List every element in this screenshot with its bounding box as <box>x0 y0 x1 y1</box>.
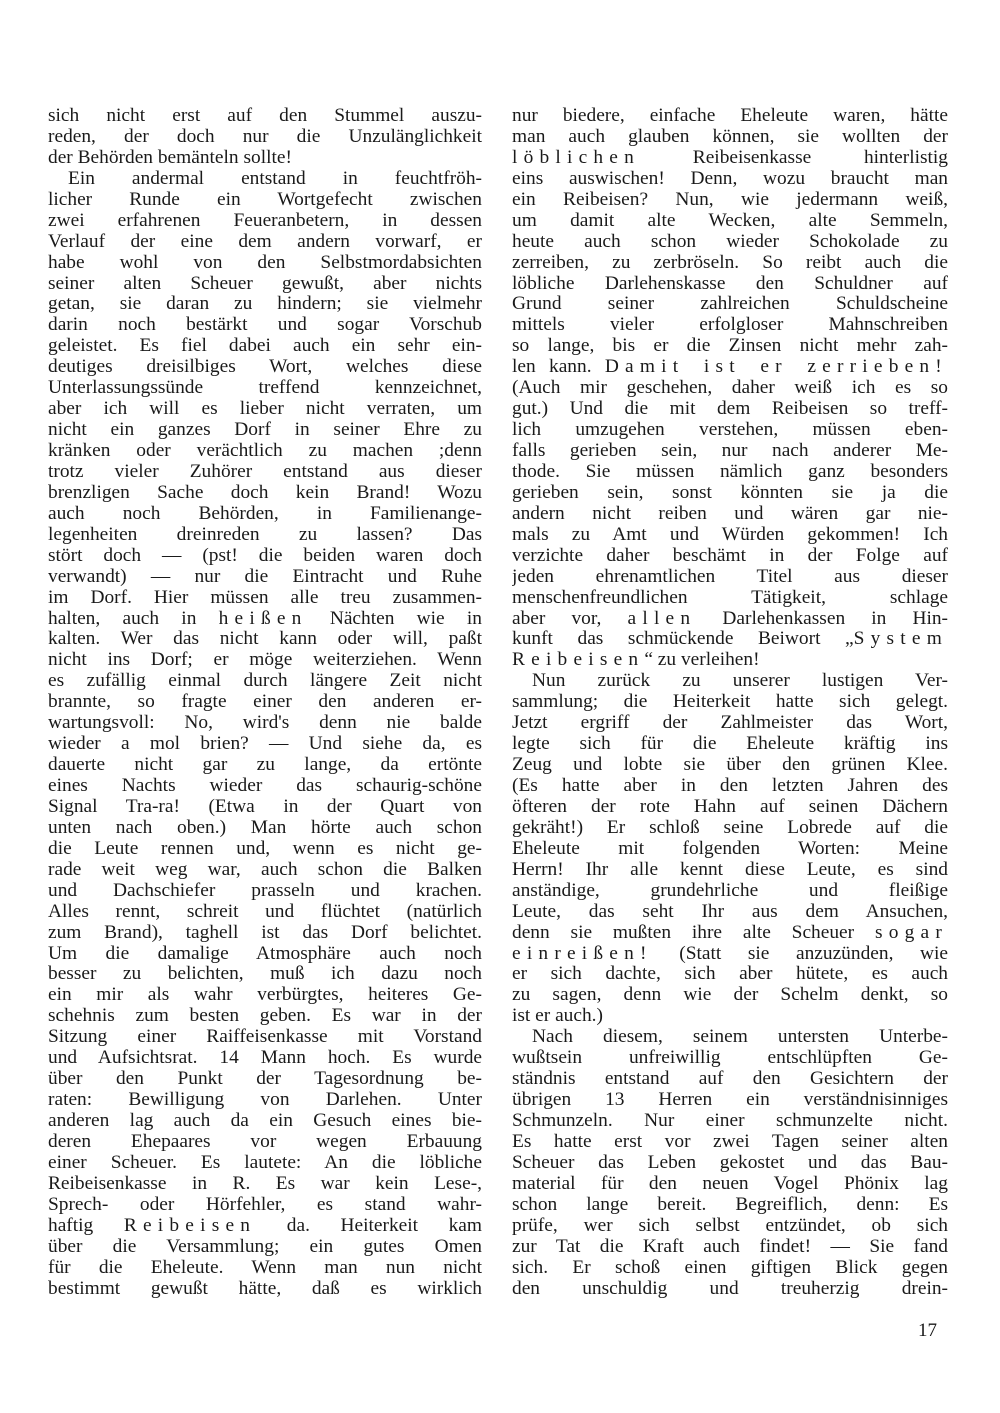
text-line: kunft das schmückende Beiwort „System <box>512 629 948 650</box>
text-line: trotz vieler Zuhörer entstand aus dieser <box>48 461 482 482</box>
text-line: len kann. Damit ist er zerrieben! <box>512 357 948 378</box>
emphasized-text: heißen <box>218 608 308 629</box>
text-line: heute auch schon wieder Schokolade zu <box>512 231 948 252</box>
text-line: Nun zurück zu unserer lustigen Ver- <box>532 671 948 692</box>
text-line: zerreiben, zu zerbröseln. So reibt auch die <box>512 252 948 273</box>
text-line: Jetzt ergriff der Zahlmeister das Wort, <box>512 713 948 734</box>
text-column-right <box>512 106 948 1299</box>
text-line: andern nicht reiben und wären gar nie- <box>512 503 948 524</box>
text-line: der Behörden bemänteln sollte! <box>48 147 292 168</box>
text-line: sich. Er schoß einen giftigen Blick gegen <box>512 1257 948 1278</box>
text-line: gerieben sein, sonst könnten sie ja die <box>512 482 948 503</box>
text-line: licher Runde ein Wortgefecht zwischen <box>48 189 482 210</box>
text-column-left <box>48 106 482 1299</box>
text-line: menschenfreundlichen Tätigkeit, schlage <box>512 587 948 608</box>
emphasized-text: einreißen! <box>512 943 653 964</box>
text-line: so lange, bis er die Zinsen nicht mehr zah- <box>512 336 948 357</box>
text-line: löblichen Reibeisenkasse hinterlistig <box>512 147 948 168</box>
text-line: eins auswischen! Denn, wozu braucht man <box>512 168 948 189</box>
text-line: für die Eheleute. Wenn man nun nicht <box>48 1257 482 1278</box>
text-line: stört doch — (pst! die beiden waren doch <box>48 545 482 566</box>
text-line: rade weit weg war, auch schon die Balken <box>48 859 482 880</box>
text-line: Herrn! Ihr alle kennt diese Leute, es sind <box>512 859 948 880</box>
text-line: Signal Tra-ra! (Etwa in der Quart von <box>48 796 482 817</box>
emphasized-text: sogar <box>874 922 948 943</box>
text-line: ein mir als wahr verbürgtes, heiteres Ge- <box>48 985 482 1006</box>
text-line: Grund seiner zahlreichen Schuldscheine <box>512 294 948 315</box>
text-line: zu sagen, denn wie der Schelm denkt, so <box>512 985 948 1006</box>
text-line: falls gerieben sein, nur nach anderer Me- <box>512 441 948 461</box>
text-line: (Es hatte aber in den letzten Jahren des <box>512 776 948 796</box>
text-line: eines Nachts wieder das schaurig-schöne <box>48 776 482 796</box>
text-line: gut.) Und die mit dem Reibeisen so treff- <box>512 399 948 420</box>
text-line: (Auch mir geschehen, daher weiß ich es so <box>512 378 948 399</box>
text-line: brenzligen Sache doch kein Brand! Wozu <box>48 482 482 503</box>
text-line: zum Brand), taghell ist das Dorf belichtet. <box>48 922 482 943</box>
text-line: den unschuldig und treuherzig drein- <box>512 1278 948 1299</box>
text-line: wußtsein unfreiwillig entschlüpften Ge- <box>512 1048 948 1069</box>
text-line: man auch glauben können, sie wollten der <box>512 126 948 147</box>
text-line: denn sie mußten ihre alte Scheuer sogar <box>512 922 948 943</box>
text-line: Leute, das seht Ihr aus dem Ansuchen, <box>512 901 948 922</box>
text-line: nur biedere, einfache Eheleute waren, hätte <box>512 106 948 126</box>
text-line: aber ich will es lieber nicht verraten, um <box>48 399 482 420</box>
emphasized-text: Reibeisen <box>512 650 645 671</box>
text-line: thode. Sie müssen nämlich ganz besonders <box>512 461 948 482</box>
text-line: wieder a mol brien? — Und siehe da, es <box>48 734 482 755</box>
text-line: Sitzung einer Raiffeisenkasse mit Vorstand <box>48 1027 482 1048</box>
text-line: einreißen! (Statt sie anzuzünden, wie <box>512 943 948 964</box>
text-line: halten, auch in heißen Nächten wie in <box>48 608 482 629</box>
text-line: anständige, grundehrliche und fleißige <box>512 880 948 901</box>
text-line: lich umzugehen verstehen, müssen eben- <box>512 420 948 441</box>
text-line: bestimmt gewußt hätte, daß es wirklich <box>48 1278 482 1299</box>
text-line: es zufällig einmal durch längere Zeit nicht <box>48 671 482 692</box>
text-line: im Dorf. Hier müssen alle treu zusammen- <box>48 587 482 608</box>
text-line: Nach diesem, seinem untersten Unterbe- <box>532 1027 948 1048</box>
text-line: mittels vieler erfolgloser Mahnschreiben <box>512 315 948 336</box>
text-line: deren Ehepaares vor wegen Erbauung <box>48 1131 482 1152</box>
emphasized-text: Damit ist er zerrieben! <box>604 357 948 378</box>
text-line: material für den neuen Vogel Phönix lag <box>512 1173 948 1194</box>
text-line: habe wohl von den Selbstmordabsichten <box>48 252 482 273</box>
text-line: Scheuer das Leben gekostet und das Bau- <box>512 1152 948 1173</box>
text-line: löbliche Darlehenskasse den Schuldner auf <box>512 273 948 294</box>
text-line: um damit alte Wecken, alte Semmeln, <box>512 210 948 231</box>
text-line: Zeug und lobte sie über den grünen Klee. <box>512 755 948 776</box>
text-line: zur Tat die Kraft auch findet! — Sie fand <box>512 1236 948 1257</box>
text-line: verzichte daher beschämt in der Folge auf <box>512 545 948 566</box>
text-line: brannte, so fragte einer den anderen er- <box>48 692 482 713</box>
text-line: legenheiten dreinreden zu lassen? Das <box>48 524 482 545</box>
text-line: prüfe, wer sich selbst entzündet, ob sich <box>512 1215 948 1236</box>
text-line: raten: Bewilligung von Darlehen. Unter <box>48 1090 482 1111</box>
text-line: nicht ein ganzes Dorf in seiner Ehre zu <box>48 420 482 441</box>
text-line: deutiges dreisilbiges Wort, welches diese <box>48 357 482 378</box>
text-line: mals zu Amt und Würden gekommen! Ich <box>512 524 948 545</box>
page-number: 17 <box>918 1320 937 1341</box>
text-line: verwandt) — nur die Eintracht und Ruhe <box>48 566 482 587</box>
text-line: Reibeisen“ zu verleihen! <box>512 650 760 671</box>
text-line: sammlung; die Heiterkeit hatte sich gelegt. <box>512 692 948 713</box>
text-line: Sprech- oder Hörfehler, es stand wahr- <box>48 1194 482 1215</box>
text-line: nicht ins Dorf; er möge weiterziehen. Wenn <box>48 650 482 671</box>
text-line: öfteren der rote Hahn auf seinen Dächern <box>512 796 948 817</box>
text-line: Um die damalige Atmosphäre auch noch <box>48 943 482 964</box>
text-line: auch noch Behörden, in Familienange- <box>48 503 482 524</box>
text-line: dauerte nicht gar zu lange, da ertönte <box>48 755 482 776</box>
text-line: aber vor, allen Darlehenkassen in Hin- <box>512 608 948 629</box>
text-line: seiner alten Scheuer gewußt, aber nichts <box>48 273 482 294</box>
text-line: gekräht!) Er schloß seine Lobrede auf die <box>512 817 948 838</box>
text-line: einer Scheuer. Es lautete: An die löbliche <box>48 1152 482 1173</box>
text-line: kränken oder verächtlich zu machen ;denn <box>48 441 482 461</box>
emphasized-text: Reibeisen <box>123 1215 257 1236</box>
text-line: Eheleute mit folgenden Worten: Meine <box>512 838 948 859</box>
text-line: getan, sie daran zu hindern; sie vielmehr <box>48 294 482 315</box>
text-line: Ein andermal entstand in feuchtfröh- <box>68 168 482 189</box>
text-line: sich nicht erst auf den Stummel auszu- <box>48 106 482 126</box>
text-line: über die Versammlung; ein gutes Omen <box>48 1236 482 1257</box>
emphasized-text: allen <box>627 608 697 629</box>
text-line: kalten. Wer das nicht kann oder will, paßt <box>48 629 482 650</box>
text-line: darin noch bestärkt und sogar Vorschub <box>48 315 482 336</box>
emphasized-text: System <box>853 629 948 650</box>
text-line: Es hatte erst vor zwei Tagen seiner alten <box>512 1131 948 1152</box>
text-line: und Aufsichtsrat. 14 Mann hoch. Es wurde <box>48 1048 482 1069</box>
text-line: unten nach oben.) Man hörte auch schon <box>48 817 482 838</box>
text-line: geleistet. Es fiel dabei auch ein sehr ein- <box>48 336 482 357</box>
text-line: reden, der doch nur die Unzulänglichkeit <box>48 126 482 147</box>
text-line: schon lange bereit. Begreiflich, denn: Es <box>512 1194 948 1215</box>
text-line: ist er auch.) <box>512 1006 603 1027</box>
text-line: Schmunzeln. Nur einer schmunzelte nicht. <box>512 1111 948 1131</box>
text-line: besser zu belichten, muß ich dazu noch <box>48 964 482 985</box>
text-line: ständnis entstand auf den Gesichtern der <box>512 1069 948 1090</box>
text-line: Alles rennt, schreit und flüchtet (natürlich <box>48 901 482 922</box>
text-line: wartungsvoll: No, wird's denn nie balde <box>48 713 482 734</box>
text-line: jeden ehrenamtlichen Titel aus dieser <box>512 566 948 587</box>
text-line: Reibeisenkasse in R. Es war kein Lese-, <box>48 1173 482 1194</box>
text-line: anderen lag auch da ein Gesuch eines bie- <box>48 1111 482 1131</box>
text-line: legte sich für die Eheleute kräftig ins <box>512 734 948 755</box>
emphasized-text: löblichen <box>512 147 641 168</box>
text-line: Unterlassungssünde treffend kennzeichnet, <box>48 378 482 399</box>
text-line: ein Reibeisen? Nun, wie jedermann weiß, <box>512 189 948 210</box>
text-line: zwei erfahrenen Feueranbetern, in dessen <box>48 210 482 231</box>
text-line: er sich dachte, sich aber hütete, es auch <box>512 964 948 985</box>
text-line: haftig Reibeisen da. Heiterkeit kam <box>48 1215 482 1236</box>
text-line: schehnis zum besten geben. Es war in der <box>48 1006 482 1027</box>
text-line: und Dachschiefer prasseln und krachen. <box>48 880 482 901</box>
text-line: über den Punkt der Tagesordnung be- <box>48 1069 482 1090</box>
text-line: Verlauf der eine dem andern vorwarf, er <box>48 231 482 252</box>
text-line: übrigen 13 Herren ein verständnisinniges <box>512 1090 948 1111</box>
text-line: die Leute rennen und, wenn es nicht ge- <box>48 838 482 859</box>
